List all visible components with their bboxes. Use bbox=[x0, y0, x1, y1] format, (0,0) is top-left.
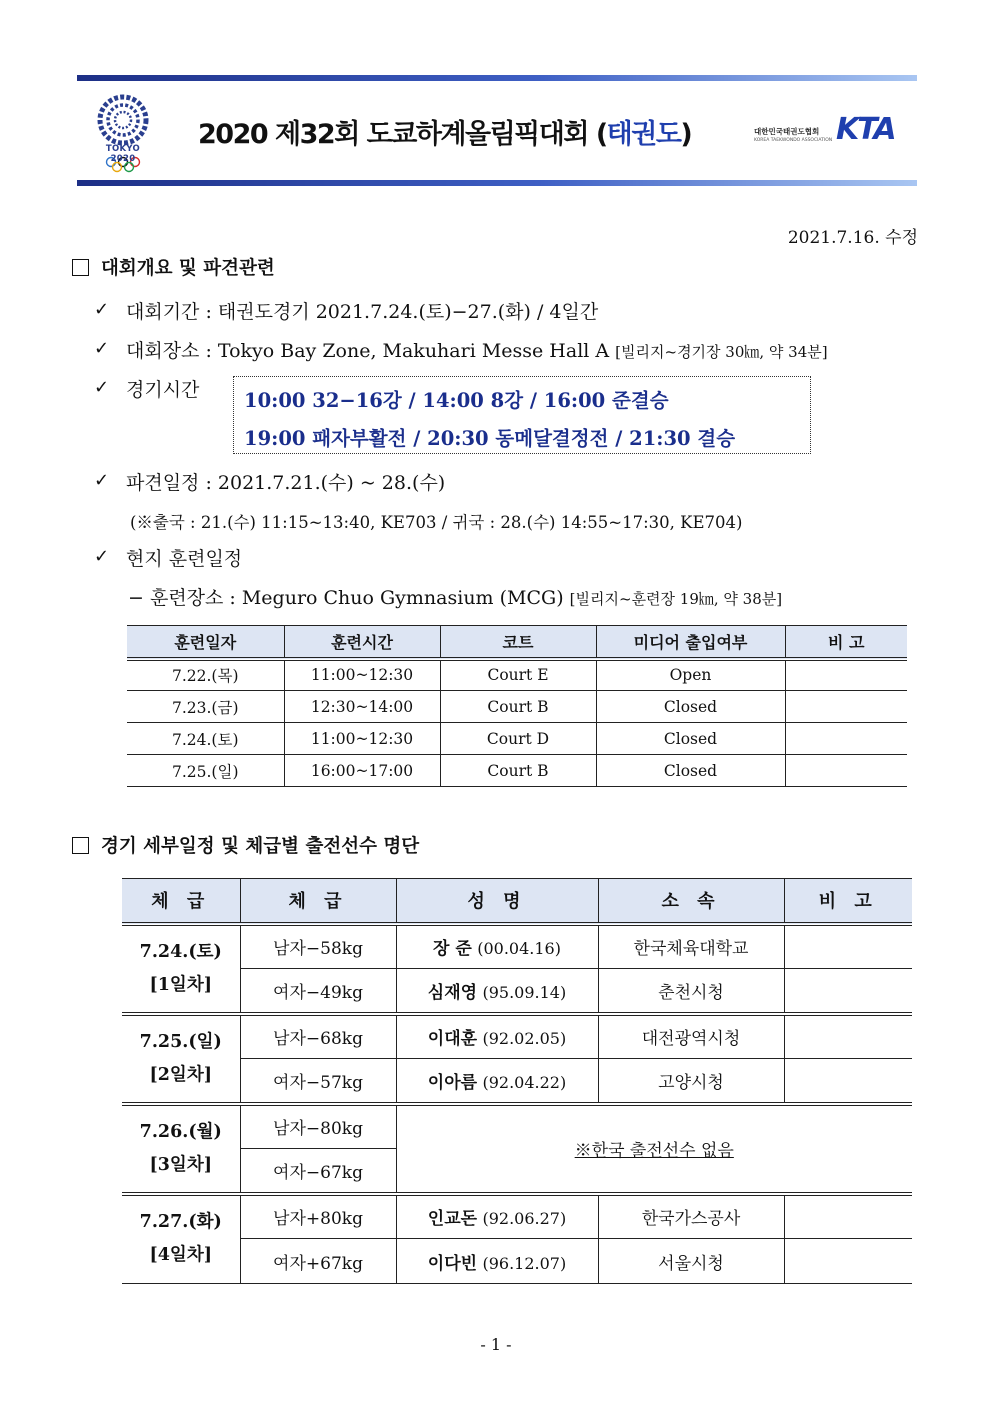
day-number: [2일차] bbox=[149, 1064, 213, 1085]
table-row bbox=[127, 691, 907, 723]
table-row bbox=[127, 659, 907, 691]
team-cell: 한국가스공사 bbox=[598, 1194, 784, 1239]
table-cell: 12:30~14:00 bbox=[284, 691, 440, 723]
weight-cell: 남자−58kg bbox=[240, 924, 396, 969]
note-cell bbox=[784, 924, 912, 969]
column-header: 코트 bbox=[440, 626, 596, 659]
page-number: - 1 - bbox=[480, 1335, 512, 1354]
athlete-cell bbox=[396, 969, 598, 1014]
table-cell: Court B bbox=[440, 755, 596, 787]
check-icon: ✓ bbox=[94, 338, 110, 359]
athlete-dob: (92.04.22) bbox=[482, 1072, 567, 1092]
table-header-row bbox=[127, 626, 907, 659]
match-time-box bbox=[233, 376, 811, 454]
column-header: 체 급 bbox=[240, 879, 396, 924]
tokyo-2020-label: TOKYO 2020 bbox=[105, 144, 141, 164]
weight-cell: 남자−68kg bbox=[240, 1014, 396, 1059]
athlete-name: 이대훈 bbox=[427, 1029, 478, 1050]
check-icon: ✓ bbox=[94, 299, 110, 320]
team-cell: 대전광역시청 bbox=[598, 1014, 784, 1059]
kta-logo: KTA bbox=[836, 112, 895, 147]
table-row bbox=[122, 1059, 912, 1104]
day-date: 7.26.(월) bbox=[139, 1121, 222, 1142]
team-cell: 춘천시청 bbox=[598, 969, 784, 1014]
athlete-name: 이아름 bbox=[427, 1072, 478, 1093]
weight-cell: 남자+80kg bbox=[240, 1194, 396, 1239]
table-cell: 7.24.(토) bbox=[127, 723, 284, 755]
period-line: 대회기간 : 태권도경기 2021.7.24.(토)−27.(화) / 4일간 bbox=[126, 301, 599, 323]
table-row bbox=[122, 1194, 912, 1239]
checkbox-square-icon bbox=[72, 837, 89, 854]
title-highlight: 태권도 bbox=[606, 119, 681, 150]
athlete-cell bbox=[396, 924, 598, 969]
athlete-name: 심재영 bbox=[427, 982, 478, 1003]
column-header: 미디어 출입여부 bbox=[596, 626, 785, 659]
athlete-dob: (96.12.07) bbox=[482, 1253, 567, 1273]
kta-name: 대한민국태권도협회 bbox=[754, 127, 820, 136]
check-icon: ✓ bbox=[94, 377, 110, 398]
title-end: ) bbox=[680, 119, 692, 150]
athlete-cell bbox=[396, 1059, 598, 1104]
table-cell: Closed bbox=[596, 723, 785, 755]
table-row bbox=[122, 1104, 912, 1149]
table-row bbox=[122, 1014, 912, 1059]
training-place: − 훈련장소 : Meguro Chuo Gymnasium (MCG) bbox=[128, 587, 564, 609]
day-cell bbox=[122, 924, 240, 1014]
athlete-table bbox=[122, 878, 912, 1284]
table-cell: 7.25.(일) bbox=[127, 755, 284, 787]
athlete-cell bbox=[396, 1014, 598, 1059]
athlete-name: 인교돈 bbox=[427, 1209, 478, 1230]
table-cell bbox=[785, 659, 907, 691]
table-row bbox=[127, 723, 907, 755]
athlete-dob: (95.09.14) bbox=[482, 982, 567, 1002]
day-cell bbox=[122, 1194, 240, 1284]
athlete-dob: (00.04.16) bbox=[477, 939, 561, 959]
day-cell bbox=[122, 1014, 240, 1104]
time-line-2: 19:00 패자부활전 / 20:30 동메달결정전 / 21:30 결승 bbox=[244, 427, 736, 450]
section2-title bbox=[72, 832, 419, 858]
day-cell bbox=[122, 1104, 240, 1194]
note-cell bbox=[784, 1194, 912, 1239]
table-cell: 11:00~12:30 bbox=[284, 723, 440, 755]
table-row bbox=[127, 755, 907, 787]
team-cell: 한국체육대학교 bbox=[598, 924, 784, 969]
time-line-1: 10:00 32−16강 / 14:00 8강 / 16:00 준결승 bbox=[244, 389, 669, 412]
table-cell: 11:00~12:30 bbox=[284, 659, 440, 691]
kta-name-en: KOREA TAEKWONDO ASSOCIATION bbox=[754, 138, 833, 143]
no-athlete-cell: ※한국 출전선수 없음 bbox=[396, 1104, 912, 1194]
team-cell: 고양시청 bbox=[598, 1059, 784, 1104]
table-cell: 16:00~17:00 bbox=[284, 755, 440, 787]
training-title: 현지 훈련일정 bbox=[126, 548, 243, 570]
note-cell bbox=[784, 1059, 912, 1104]
column-header: 비 고 bbox=[784, 879, 912, 924]
table-cell: Court E bbox=[440, 659, 596, 691]
athlete-cell bbox=[396, 1194, 598, 1239]
venue-note: [빌리지~경기장 30㎞, 약 34분] bbox=[615, 343, 828, 361]
day-date: 7.25.(일) bbox=[139, 1031, 222, 1052]
column-header: 성 명 bbox=[396, 879, 598, 924]
note-cell bbox=[784, 969, 912, 1014]
table-cell: Closed bbox=[596, 755, 785, 787]
column-header: 훈련시간 bbox=[284, 626, 440, 659]
day-number: [4일차] bbox=[149, 1245, 213, 1266]
weight-cell: 남자−80kg bbox=[240, 1104, 396, 1149]
weight-cell: 여자−49kg bbox=[240, 969, 396, 1014]
venue-text: 대회장소 : Tokyo Bay Zone, Makuhari Messe Hall A bbox=[126, 340, 610, 362]
dispatch-line: 파견일정 : 2021.7.21.(수) ~ 28.(수) bbox=[126, 472, 446, 494]
training-table bbox=[127, 625, 907, 787]
column-header: 소 속 bbox=[598, 879, 784, 924]
table-row bbox=[122, 924, 912, 969]
revision-date: 2021.7.16. 수정 bbox=[787, 228, 918, 248]
table-cell: Court D bbox=[440, 723, 596, 755]
check-icon: ✓ bbox=[94, 546, 110, 567]
table-cell: 7.22.(목) bbox=[127, 659, 284, 691]
table-row bbox=[122, 1239, 912, 1284]
table-cell: Court B bbox=[440, 691, 596, 723]
athlete-name: 장 준 bbox=[433, 939, 472, 960]
title-main: 2020 제32회 도쿄하계올림픽대회 ( bbox=[198, 119, 607, 150]
note-cell bbox=[784, 1014, 912, 1059]
table-cell: Open bbox=[596, 659, 785, 691]
day-number: [3일차] bbox=[149, 1154, 213, 1175]
table-cell: Closed bbox=[596, 691, 785, 723]
section2-title-text: 경기 세부일정 및 체급별 출전선수 명단 bbox=[101, 836, 420, 857]
check-icon: ✓ bbox=[94, 470, 110, 491]
weight-cell: 여자−67kg bbox=[240, 1149, 396, 1194]
flight-line: (※출국 : 21.(수) 11:15~13:40, KE703 / 귀국 : 28.(수) 14:55~17:30, KE704) bbox=[130, 513, 743, 532]
athlete-dob: (92.02.05) bbox=[482, 1029, 567, 1049]
table-cell bbox=[785, 755, 907, 787]
athlete-cell bbox=[396, 1239, 598, 1284]
day-date: 7.27.(화) bbox=[139, 1212, 222, 1233]
column-header: 훈련일자 bbox=[127, 626, 284, 659]
weight-cell: 여자−57kg bbox=[240, 1059, 396, 1104]
column-header: 체 급 bbox=[122, 879, 240, 924]
section1-title bbox=[72, 254, 275, 280]
checkbox-square-icon bbox=[72, 259, 89, 276]
table-header-row bbox=[122, 879, 912, 924]
header-bottom-bar bbox=[77, 180, 917, 186]
venue-line bbox=[126, 336, 828, 363]
athlete-name: 이다빈 bbox=[427, 1253, 478, 1274]
section1-title-text: 대회개요 및 파견관련 bbox=[101, 258, 275, 279]
weight-cell: 여자+67kg bbox=[240, 1239, 396, 1284]
document-title bbox=[198, 112, 691, 151]
header-top-bar bbox=[77, 75, 917, 81]
note-cell bbox=[784, 1239, 912, 1284]
time-label: 경기시간 bbox=[126, 379, 200, 401]
team-cell: 서울시청 bbox=[598, 1239, 784, 1284]
training-place-line bbox=[128, 583, 782, 610]
day-number: [1일차] bbox=[149, 974, 213, 995]
training-note: [빌리지~훈련장 19㎞, 약 38분] bbox=[569, 590, 783, 608]
table-cell bbox=[785, 691, 907, 723]
column-header: 비 고 bbox=[785, 626, 907, 659]
table-cell bbox=[785, 723, 907, 755]
table-cell: 7.23.(금) bbox=[127, 691, 284, 723]
day-date: 7.24.(토) bbox=[139, 941, 222, 962]
table-row bbox=[122, 969, 912, 1014]
athlete-dob: (92.06.27) bbox=[482, 1209, 567, 1229]
